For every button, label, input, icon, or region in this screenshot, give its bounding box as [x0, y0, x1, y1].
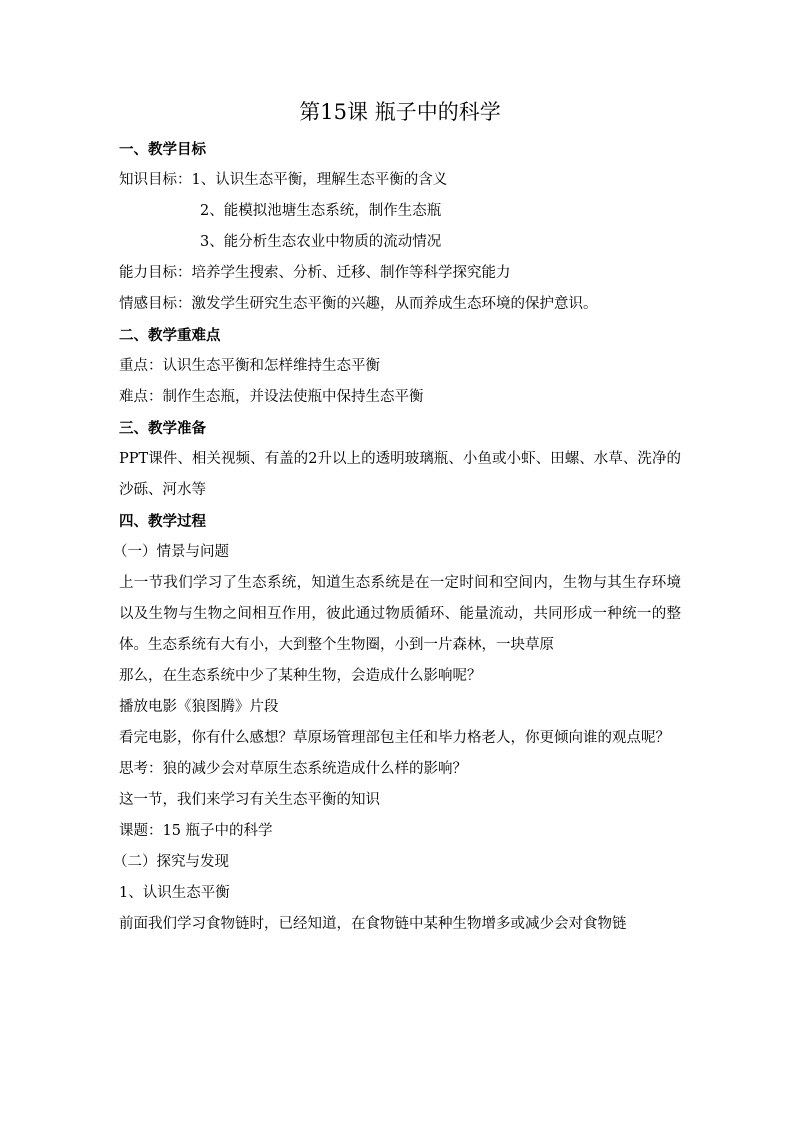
play-movie-clip: 播放电影《狼图腾》片段: [119, 699, 279, 715]
lesson-topic: 课题：15 瓶子中的科学: [119, 823, 273, 839]
objective-emotion: 情感目标：激发学生研究生态平衡的兴趣，从而养成生态环境的保护意识。: [119, 296, 598, 312]
objective-ability: 能力目标：培养学生搜索、分析、迁移、制作等科学探究能力: [119, 265, 511, 281]
subsection-scenario: （一）情景与问题: [113, 544, 229, 560]
subsection-explore: （二）探究与发现: [113, 854, 229, 870]
section-heading-objectives: 一、教学目标: [119, 141, 206, 158]
question-missing-species: 那么，在生态系统中少了某种生物，会造成什么影响呢？: [119, 668, 482, 684]
objective-knowledge-2: 2、能模拟池塘生态系统，制作生态瓶: [200, 203, 442, 219]
document-title: 第15课 瓶子中的科学: [299, 100, 501, 124]
section-heading-process: 四、教学过程: [119, 513, 206, 530]
thinking-question: 思考：狼的减少会对草原生态系统造成什么样的影响？: [119, 761, 467, 777]
preparation-list: PPT课件、相关视频、有盖的2升以上的透明玻璃瓶、小鱼或小虾、田螺、水草、洗净的沙砾、河水等: [119, 451, 681, 498]
section-heading-key-points: 二、教学重难点: [119, 327, 221, 344]
paragraph-movie-reflection: 看完电影，你有什么感想？草原场管理部包主任和毕力格老人，你更倾向谁的观点呢？: [119, 730, 670, 746]
step-recognize-balance: 1、认识生态平衡: [119, 885, 230, 901]
key-point: 重点：认识生态平衡和怎样维持生态平衡: [119, 358, 380, 374]
paragraph-food-chain: 前面我们学习食物链时，已经知道，在食物链中某种生物增多或减少会对食物链: [119, 916, 627, 932]
difficult-point: 难点：制作生态瓶，并设法使瓶中保持生态平衡: [119, 389, 424, 405]
paragraph-ecosystem-review: 上一节我们学习了生态系统，知道生态系统是在一定时间和空间内，生物与其生存环境以及生物与生物之间相互作用，彼此通过物质循环、能量流动，共同形成一种统一的整体。生态系统有大有小，大到整个生物圈，小到一片森林，一块草原: [119, 575, 681, 653]
objective-knowledge-1: 知识目标：1、认识生态平衡，理解生态平衡的含义: [119, 172, 448, 188]
lesson-intro: 这一节，我们来学习有关生态平衡的知识: [119, 792, 380, 808]
objective-knowledge-3: 3、能分析生态农业中物质的流动情况: [200, 234, 442, 250]
document-page: [113, 96, 681, 940]
section-heading-preparation: 三、教学准备: [119, 420, 206, 437]
